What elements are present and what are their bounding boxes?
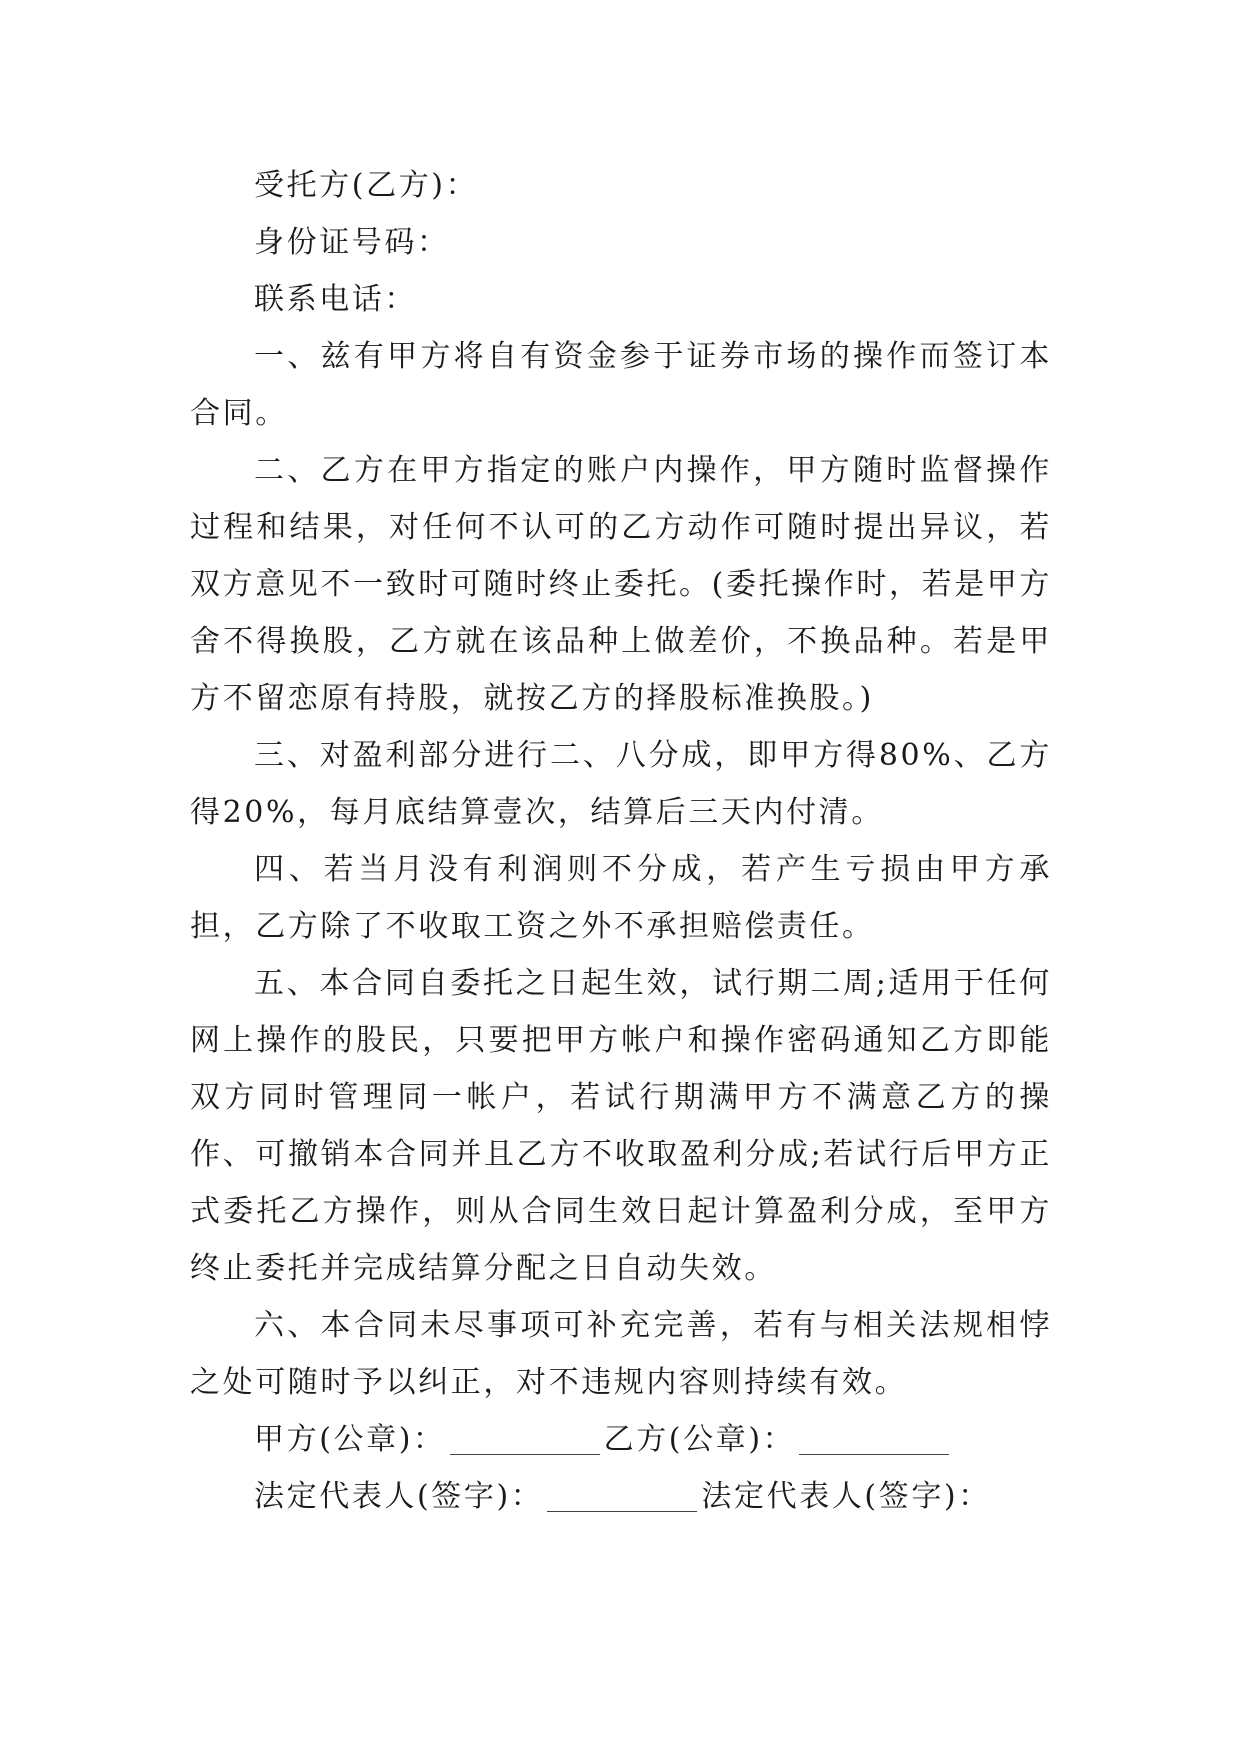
rep-a-label: 法定代表人(签字)： (254, 1479, 544, 1514)
party-a-seal-label: 甲方(公章)： (254, 1422, 446, 1457)
clause-5: 五、本合同自委托之日起生效，试行期二周;适用于任何网上操作的股民，只要把甲方帐户和操作密码通知乙方即能双方同时管理同一帐户，若试行期满甲方不满意乙方的操作、可撤销本合同并且乙方不收取盈利分成;若试行后甲方正式委托乙方操作，则从合同生效日起计算盈利分成，至甲方终止委托并完成结算分配之日自动失效。 (190, 966, 1052, 1286)
id-number-line: 身份证号码： (254, 225, 450, 260)
party-b-seal-label: 乙方(公章)： (603, 1422, 796, 1457)
contract-page (190, 157, 1052, 1525)
party-a-seal-blank (450, 1424, 600, 1455)
clause-6: 六、本合同未尽事项可补充完善，若有与相关法规相悖之处可随时予以纠正，对不违规内容则持续有效。 (190, 1308, 1052, 1400)
seal-line (190, 1411, 1052, 1468)
clause-3: 三、对盈利部分进行二、八分成，即甲方得80%、乙方得20%，每月底结算壹次，结算后三天内付清。 (190, 738, 1052, 830)
party-b-seal-blank (799, 1424, 949, 1455)
rep-b-label: 法定代表人(签字)： (701, 1479, 991, 1514)
representative-line (190, 1468, 1052, 1525)
clause-2: 二、乙方在甲方指定的账户内操作，甲方随时监督操作过程和结果，对任何不认可的乙方动作可随时提出异议，若双方意见不一致时可随时终止委托。(委托操作时，若是甲方舍不得换股，乙方就在该品种上做差价，不换品种。若是甲方不留恋原有持股，就按乙方的择股标准换股。) (190, 453, 1052, 716)
phone-line: 联系电话： (254, 282, 417, 317)
rep-a-blank (547, 1481, 697, 1512)
trustee-line: 受托方(乙方)： (254, 168, 479, 203)
clause-4: 四、若当月没有利润则不分成，若产生亏损由甲方承担，乙方除了不收取工资之外不承担赔偿责任。 (190, 852, 1052, 944)
clause-1: 一、兹有甲方将自有资金参于证券市场的操作而签订本合同。 (190, 339, 1052, 431)
